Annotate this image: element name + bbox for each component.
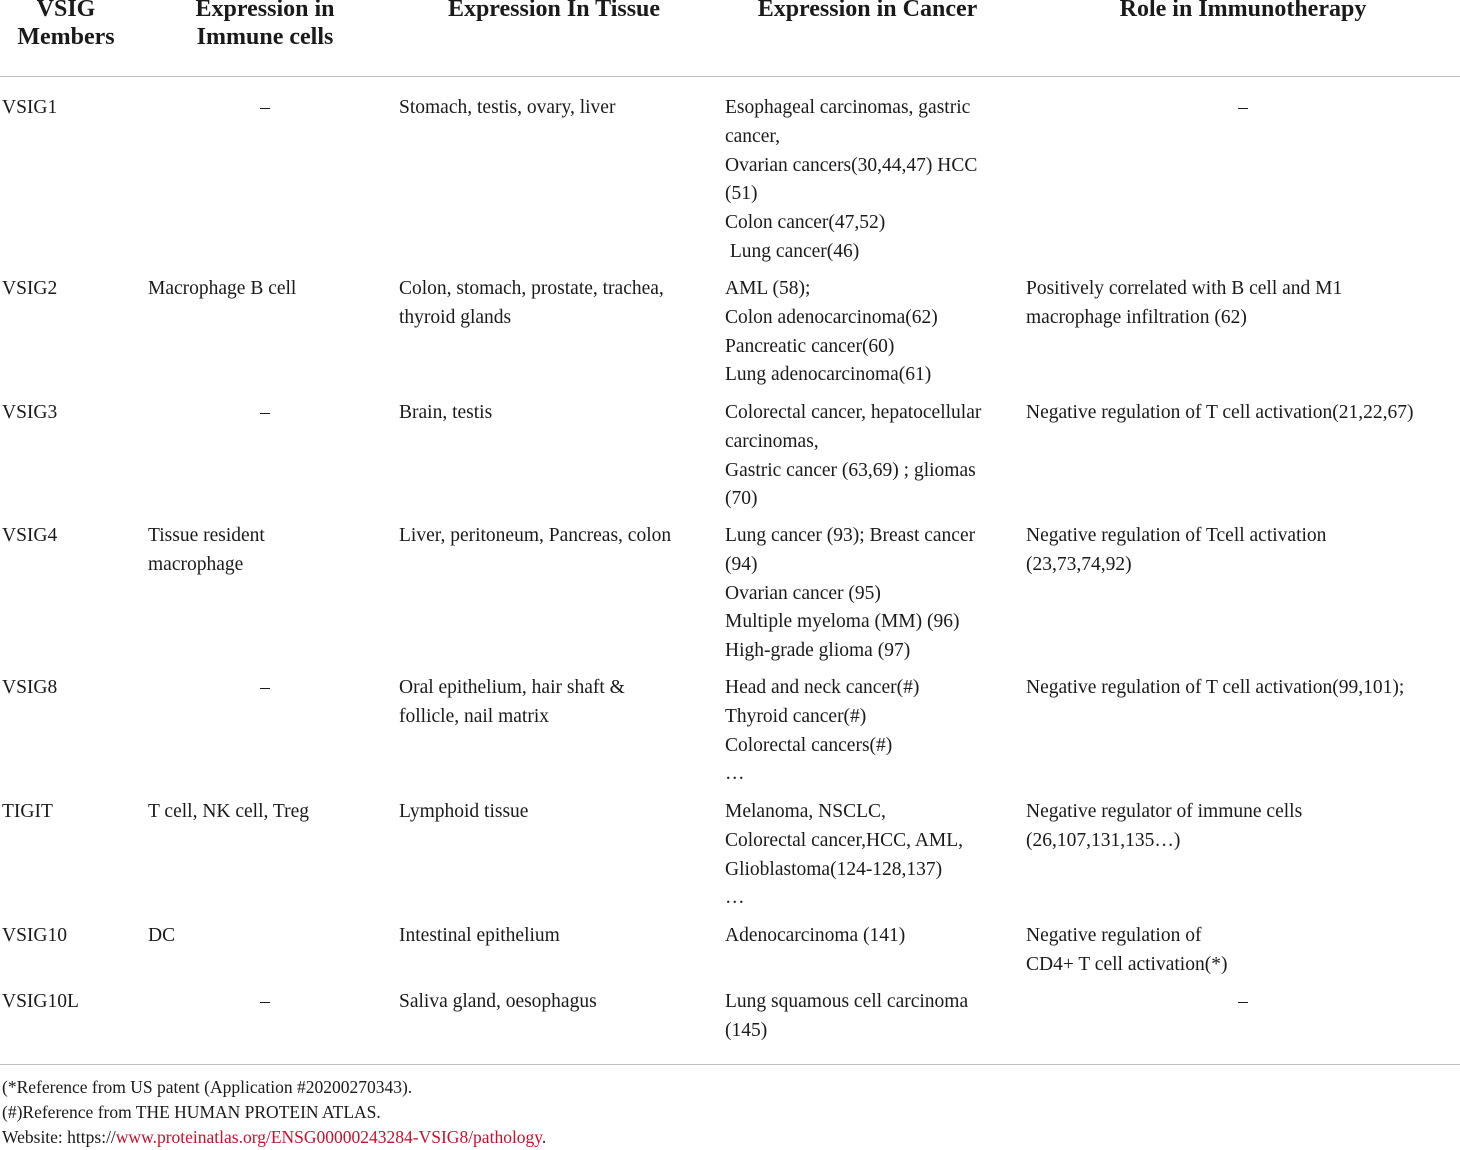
cell-immune [148, 988, 382, 1017]
cell-role-line: – [1238, 97, 1248, 118]
header-immune-line: Expression in [195, 0, 335, 22]
cell-role [1026, 988, 1460, 1017]
cell-role-line: (23,73,74,92) [1026, 553, 1132, 575]
cell-cancer [725, 522, 975, 666]
cell-tissue-line: Lymphoid tissue [399, 801, 529, 822]
cell-role-line: Negative regulation of T cell activation(21,22,67) [1026, 402, 1414, 423]
cell-member: VSIG10L [2, 991, 79, 1012]
cell-cancer-line: Adenocarcinoma (141) [725, 925, 906, 946]
cell-tissue-line: thyroid glands [399, 306, 512, 328]
header-members-line: Members [17, 24, 115, 50]
header-immune-line: Immune cells [196, 24, 334, 50]
cell-cancer [725, 988, 968, 1046]
cell-immune [148, 275, 296, 304]
cell-role-line: Negative regulation of T cell activation(99,101); [1026, 677, 1405, 698]
cell-cancer-line: Ovarian cancers(30,44,47) HCC [725, 154, 978, 176]
cell-immune [148, 674, 382, 703]
cell-role-line: macrophage infiltration (62) [1026, 306, 1247, 328]
cell-cancer [725, 798, 963, 913]
cell-tissue-line: Liver, peritoneum, Pancreas, colon [399, 525, 672, 546]
cell-cancer-line: cancer, [725, 125, 780, 147]
cell-cancer-line: (51) [725, 183, 758, 205]
cell-cancer-line: Colon adenocarcinoma(62) [725, 306, 938, 328]
header-tissue-line: Expression In Tissue [447, 0, 661, 22]
cell-cancer-line: Colorectal cancer,HCC, AML, [725, 829, 964, 851]
cell-cancer-line: Multiple myeloma (MM) (96) [725, 611, 960, 633]
cell-role-line: Positively correlated with B cell and M1 [1026, 278, 1343, 299]
cell-cancer-line: Ovarian cancer (95) [725, 582, 881, 604]
cell-cancer-line: High-grade glioma (97) [725, 640, 911, 662]
proteinatlas-link[interactable]: www.proteinatlas.org/ENSG00000243284-VSIG8/pathology [115, 1127, 542, 1147]
website-suffix: . [541, 1127, 547, 1147]
cell-tissue-line: Brain, testis [399, 402, 493, 423]
cell-tissue [399, 399, 492, 428]
header-role [1026, 0, 1460, 23]
cell-role [1026, 798, 1302, 856]
cell-cancer-line: Lung cancer (93); Breast cancer [725, 525, 976, 546]
cell-cancer-line: Esophageal carcinomas, gastric [725, 97, 971, 118]
cell-cancer-line: … [725, 763, 745, 785]
cell-cancer [725, 922, 905, 951]
cell-cancer-line: (70) [725, 488, 758, 510]
cell-immune [148, 798, 309, 827]
cell-member: VSIG3 [2, 402, 58, 423]
cell-cancer-line: Colorectal cancers(#) [725, 734, 893, 756]
footer-divider [0, 1064, 1460, 1065]
cell-immune-line: DC [148, 925, 176, 946]
cell-immune [148, 922, 175, 951]
cell-immune-line: Macrophage B cell [148, 278, 297, 299]
cell-tissue-line: Colon, stomach, prostate, trachea, [399, 278, 664, 299]
header-role-line: Role in Immunotherapy [1119, 0, 1367, 22]
cell-tissue [399, 988, 597, 1017]
cell-member: VSIG1 [2, 97, 58, 118]
cell-tissue [399, 275, 664, 333]
cell-tissue [399, 674, 625, 732]
cell-cancer-line: Lung cancer(46) [725, 240, 860, 262]
cell-member: VSIG4 [2, 525, 58, 546]
cell-role-line: Negative regulation of Tcell activation [1026, 525, 1327, 546]
header-tissue [399, 0, 709, 23]
cell-role-line: (26,107,131,135…) [1026, 829, 1181, 851]
cell-tissue-line: follicle, nail matrix [399, 705, 549, 727]
cell-immune [148, 522, 265, 580]
cell-cancer-line: Colon cancer(47,52) [725, 212, 886, 234]
cell-cancer-line: Gastric cancer (63,69) ; gliomas [725, 459, 976, 481]
cell-tissue [399, 522, 671, 551]
header-members [0, 0, 132, 51]
cell-cancer-line: (145) [725, 1019, 768, 1041]
cell-cancer-line: Pancreatic cancer(60) [725, 335, 895, 357]
cell-cancer-line: Head and neck cancer(#) [725, 677, 920, 698]
cell-role [1026, 275, 1342, 333]
cell-tissue-line: Oral epithelium, hair shaft & [399, 677, 625, 698]
cell-role-line: – [1238, 991, 1248, 1012]
cell-immune-line: – [260, 402, 270, 423]
cell-role-line: Negative regulation of [1026, 925, 1202, 946]
cell-member: VSIG8 [2, 677, 58, 698]
cell-member: VSIG10 [2, 925, 68, 946]
cell-immune-line: macrophage [148, 553, 244, 575]
cell-role [1026, 399, 1414, 428]
cell-cancer [725, 275, 938, 390]
cell-cancer-line: … [725, 887, 745, 909]
cell-immune-line: Tissue resident [148, 525, 265, 546]
cell-tissue-line: Stomach, testis, ovary, liver [399, 97, 616, 118]
cell-cancer-line: Glioblastoma(124-128,137) [725, 858, 943, 880]
cell-tissue [399, 94, 615, 123]
footnote-atlas: (#)Reference from THE HUMAN PROTEIN ATLAS. [2, 1102, 381, 1122]
cell-tissue [399, 798, 528, 827]
header-divider [0, 76, 1460, 77]
cell-role-line: CD4+ T cell activation(*) [1026, 953, 1228, 975]
cell-role-line: Negative regulator of immune cells [1026, 801, 1303, 822]
header-immune [148, 0, 382, 51]
cell-immune-line: – [260, 991, 270, 1012]
cell-cancer [725, 674, 919, 789]
cell-cancer-line: Colorectal cancer, hepatocellular [725, 402, 982, 423]
header-members-line: VSIG [36, 0, 96, 22]
cell-immune-line: – [260, 677, 270, 698]
header-cancer [725, 0, 1010, 23]
cell-cancer-line: Lung squamous cell carcinoma [725, 991, 969, 1012]
cell-cancer [725, 399, 981, 514]
cell-role [1026, 94, 1460, 123]
cell-cancer-line: Thyroid cancer(#) [725, 705, 867, 727]
cell-immune-line: T cell, NK cell, Treg [148, 801, 310, 822]
website-prefix: Website: https:// [2, 1127, 116, 1147]
cell-role [1026, 922, 1227, 980]
cell-immune-line: – [260, 97, 270, 118]
cell-cancer-line: AML (58); [725, 278, 811, 299]
footnote-website [2, 1125, 546, 1150]
cell-tissue [399, 922, 560, 951]
cell-role [1026, 522, 1326, 580]
cell-tissue-line: Saliva gland, oesophagus [399, 991, 597, 1012]
header-cancer-line: Expression in Cancer [757, 0, 978, 22]
cell-member: TIGIT [2, 801, 53, 822]
cell-cancer-line: (94) [725, 553, 758, 575]
cell-cancer-line: Lung adenocarcinoma(61) [725, 364, 932, 386]
cell-role [1026, 674, 1404, 703]
cell-member: VSIG2 [2, 278, 58, 299]
cell-cancer [725, 94, 977, 267]
cell-cancer-line: Melanoma, NSCLC, [725, 801, 886, 822]
cell-tissue-line: Intestinal epithelium [399, 925, 560, 946]
cell-cancer-line: carcinomas, [725, 430, 819, 452]
footnote-patent: (*Reference from US patent (Application #20200270343). [2, 1077, 413, 1097]
cell-immune [148, 94, 382, 123]
cell-immune [148, 399, 382, 428]
